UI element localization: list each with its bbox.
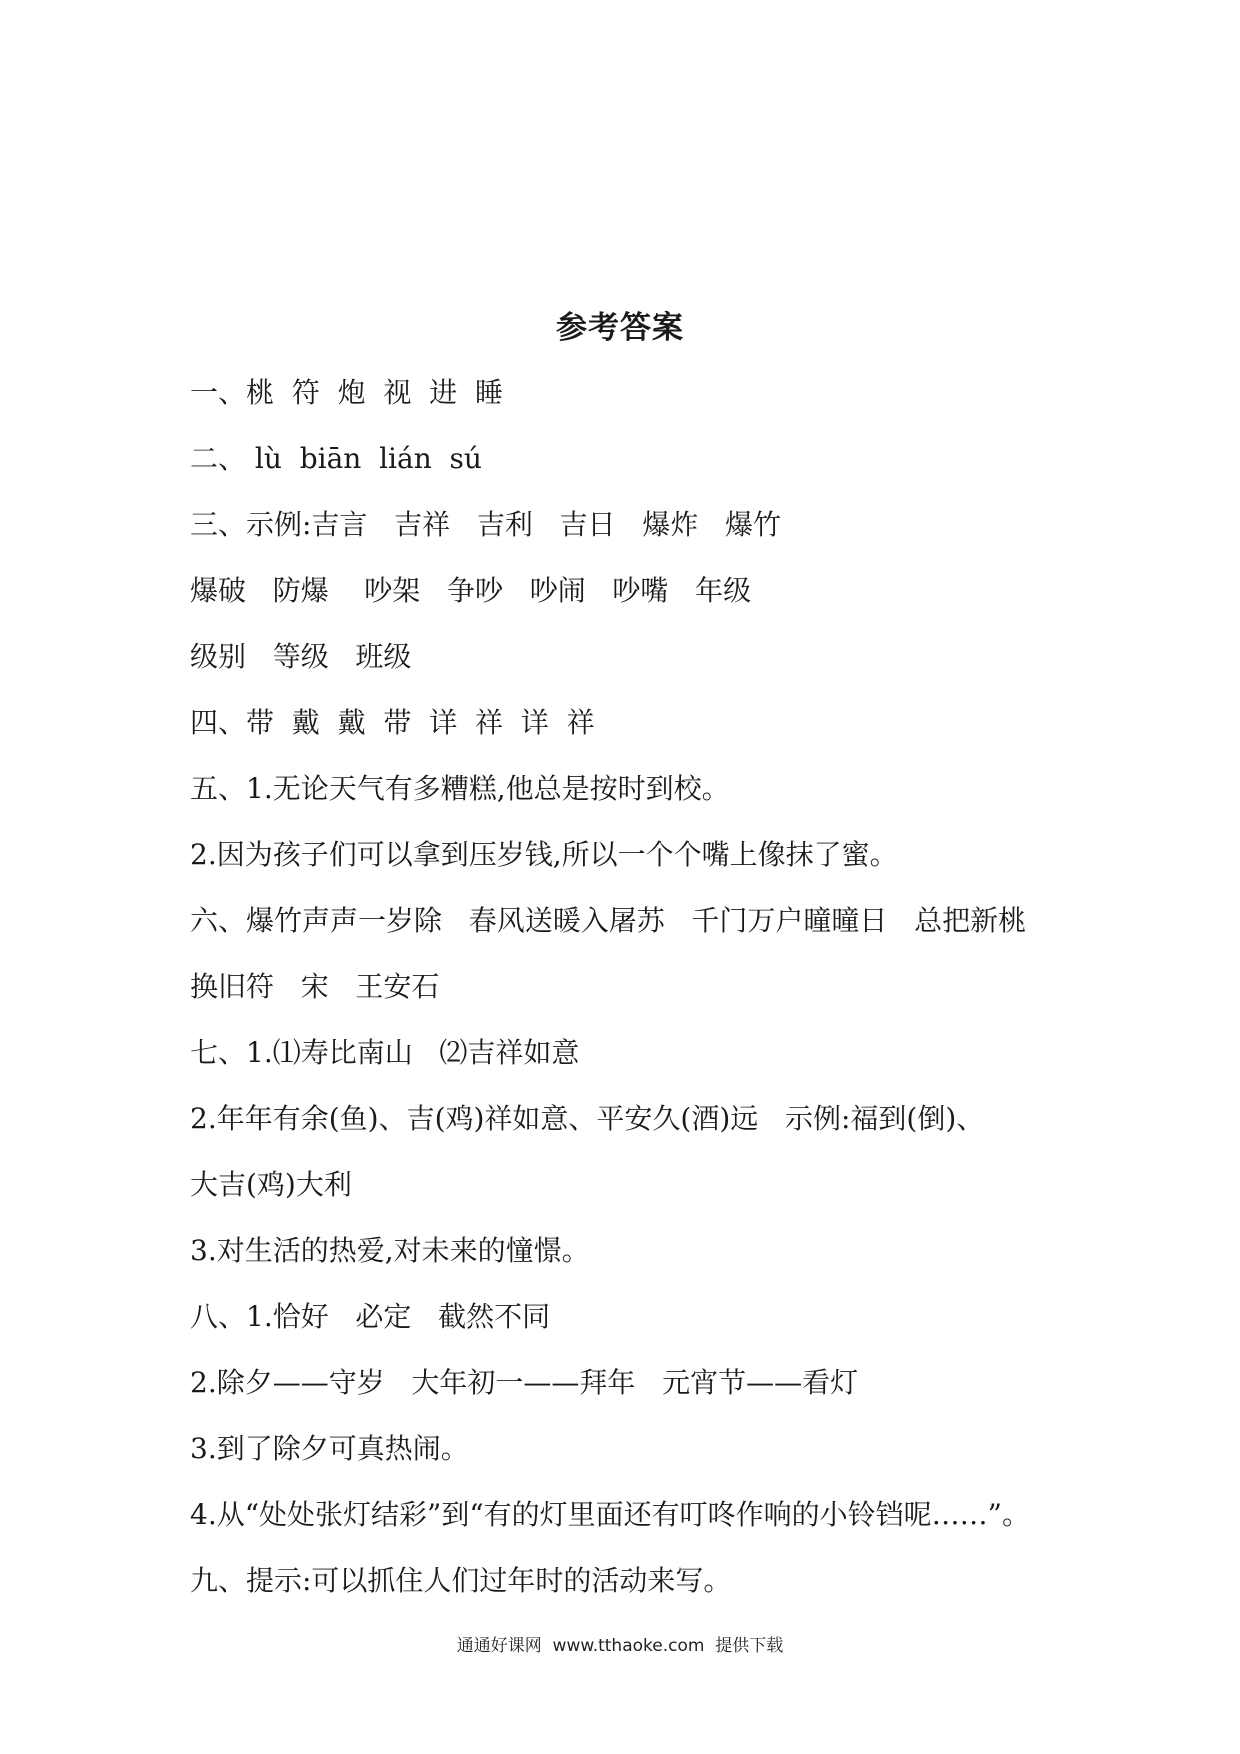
- footer-download-note: 通通好课网 www.tthaoke.com 提供下载: [456, 1636, 784, 1656]
- answer-line-19: 九、提示:可以抓住人们过年时的活动来写。: [190, 1564, 732, 1597]
- answer-line-14: 3.对生活的热爱,对未来的憧憬。: [190, 1234, 590, 1267]
- answer-line-18: 4.从“处处张灯结彩”到“有的灯里面还有叮咚作响的小铃铛呢……”。: [190, 1498, 1030, 1531]
- answer-line-11: 七、1.⑴寿比南山 ⑵吉祥如意: [190, 1036, 580, 1069]
- answer-line-9: 六、爆竹声声一岁除 春风送暖入屠苏 千门万户曈曈日 总把新桃: [190, 904, 1027, 937]
- answer-line-8: 2.因为孩子们可以拿到压岁钱,所以一个个嘴上像抹了蜜。: [190, 838, 898, 871]
- answer-line-7: 五、1.无论天气有多糟糕,他总是按时到校。: [190, 772, 730, 805]
- answer-line-13: 大吉(鸡)大利: [190, 1168, 352, 1201]
- answer-line-4: 爆破 防爆 吵架 争吵 吵闹 吵嘴 年级: [190, 574, 752, 607]
- answer-line-3: 三、示例:吉言 吉祥 吉利 吉日 爆炸 爆竹: [190, 508, 781, 541]
- answer-line-2: 二、 lù biān lián sú: [190, 442, 482, 475]
- answer-line-17: 3.到了除夕可真热闹。: [190, 1432, 469, 1465]
- answer-line-12: 2.年年有余(鱼)、吉(鸡)祥如意、平安久(酒)远 示例:福到(倒)、: [190, 1102, 985, 1135]
- answer-line-16: 2.除夕——守岁 大年初一——拜年 元宵节——看灯: [190, 1366, 859, 1399]
- answer-line-5: 级别 等级 班级: [190, 640, 412, 673]
- answer-line-15: 八、1.恰好 必定 截然不同: [190, 1300, 551, 1333]
- answer-line-10: 换旧符 宋 王安石: [190, 970, 440, 1003]
- answer-line-6: 四、带 戴 戴 带 详 祥 详 祥: [190, 706, 595, 739]
- answer-line-1: 一、桃 符 炮 视 进 睡: [190, 376, 504, 409]
- page-title: 参考答案: [556, 310, 684, 346]
